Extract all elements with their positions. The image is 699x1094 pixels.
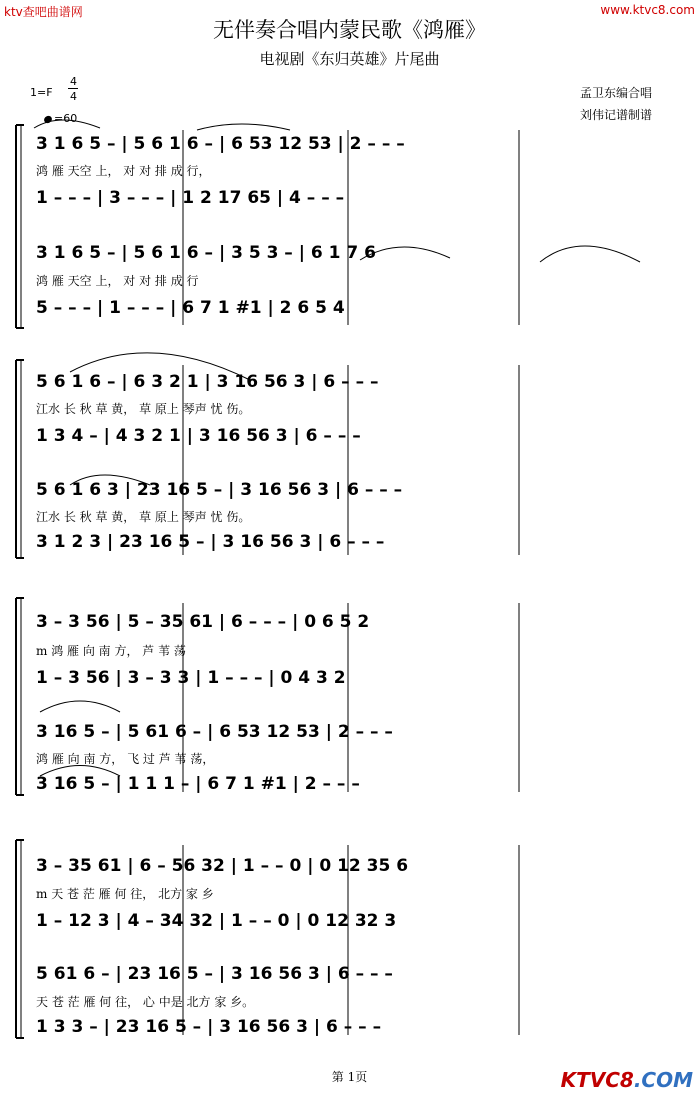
song-subtitle: 电视剧《东归英雄》片尾曲: [259, 50, 440, 68]
system-2-part-2-notes: 1 3 4 – | 4 3 2 1 | 3 16 56 3 | 6 – – –: [36, 426, 361, 446]
system-2-lyrics-2: 江水 长 秋 草 黄， 草 原上 琴声 忧 伤。: [36, 510, 251, 524]
watermark-top-left: ktv查吧曲谱网: [4, 5, 83, 19]
system-4-lyrics-2: 天 苍 茫 雁 何 往， 心 中是 北方 家 乡。: [36, 995, 255, 1009]
system-4-part-3-notes: 5 61 6 – | 23 16 5 – | 3 16 56 3 | 6 – – –: [36, 964, 393, 984]
system-4-part-4-notes: 1 3 3 – | 23 16 5 – | 3 16 56 3 | 6 – – –: [36, 1017, 382, 1037]
system-4-part-1-notes: 3 – 35 61 | 6 – 56 32 | 1 – – 0 | 0 12 35 6: [36, 856, 409, 876]
song-title: 无伴奏合唱内蒙民歌《鸿雁》: [213, 18, 486, 42]
system-1-part-2-notes: 1 – – – | 3 – – – | 1 2 17 65 | 4 – – –: [36, 188, 345, 208]
key-signature: 1=F: [30, 86, 53, 99]
system-3-lyrics-1: m 鸿 雁 向 南 方， 芦 苇 荡: [36, 644, 186, 658]
system-3-part-2-notes: 1 – 3 56 | 3 – 3 3 | 1 – – – | 0 4 3 2: [36, 668, 346, 688]
system-4-lyrics-1: m 天 苍 茫 雁 何 往， 北方 家 乡: [36, 887, 214, 901]
system-2-lyrics-1: 江水 长 秋 草 黄， 草 原上 琴声 忧 伤。: [36, 402, 251, 416]
tempo-marking: =60: [44, 112, 77, 125]
system-2-part-1-notes: 5 6 1 6 – | 6 3 2 1 | 3 16 56 3 | 6 – – –: [36, 372, 379, 392]
system-3-part-4-notes: 3 16 5 – | 1 1 1 – | 6 7 1 #1 | 2 – – –: [36, 774, 360, 794]
system-1-lyrics-2: 鸿 雁 天空 上， 对 对 排 成 行: [36, 274, 199, 288]
system-3-lyrics-2: 鸿 雁 向 南 方， 飞 过 芦 苇 荡，: [36, 752, 215, 766]
system-1-part-4-notes: 5 – – – | 1 – – – | 6 7 1 #1 | 2 6 5 4: [36, 298, 345, 318]
system-4-part-2-notes: 1 – 12 3 | 4 – 34 32 | 1 – – 0 | 0 12 32 3: [36, 911, 397, 931]
system-2-part-3-notes: 5 6 1 6 3 | 23 16 5 – | 3 16 56 3 | 6 – – –: [36, 480, 403, 500]
system-1-lyrics-1: 鸿 雁 天空 上， 对 对 排 成 行，: [36, 164, 211, 178]
system-1-part-3-notes: 3 1 6 5 – | 5 6 1 6 – | 3 5 3 – | 6 1 7 6: [36, 243, 376, 263]
system-1-part-1-notes: 3 1 6 5 – | 5 6 1 6 – | 6 53 12 53 | 2 – – –: [36, 134, 405, 154]
watermark-top-right: www.ktvc8.com: [600, 3, 695, 17]
time-signature-top: 4: [70, 75, 77, 88]
time-signature-bottom: 4: [70, 90, 77, 103]
system-3-part-1-notes: 3 – 3 56 | 5 – 35 61 | 6 – – – | 0 6 5 2: [36, 612, 370, 632]
system-2-part-4-notes: 3 1 2 3 | 23 16 5 – | 3 16 56 3 | 6 – – –: [36, 532, 385, 552]
arranger-credit: 孟卫东编合唱: [580, 86, 653, 100]
transcriber-credit: 刘伟记谱制谱: [580, 108, 653, 122]
watermark-bottom-right: KTVC8.COM: [560, 1068, 693, 1092]
system-3-part-3-notes: 3 16 5 – | 5 61 6 – | 6 53 12 53 | 2 – – –: [36, 722, 393, 742]
page-number: 第 1页: [331, 1070, 368, 1084]
